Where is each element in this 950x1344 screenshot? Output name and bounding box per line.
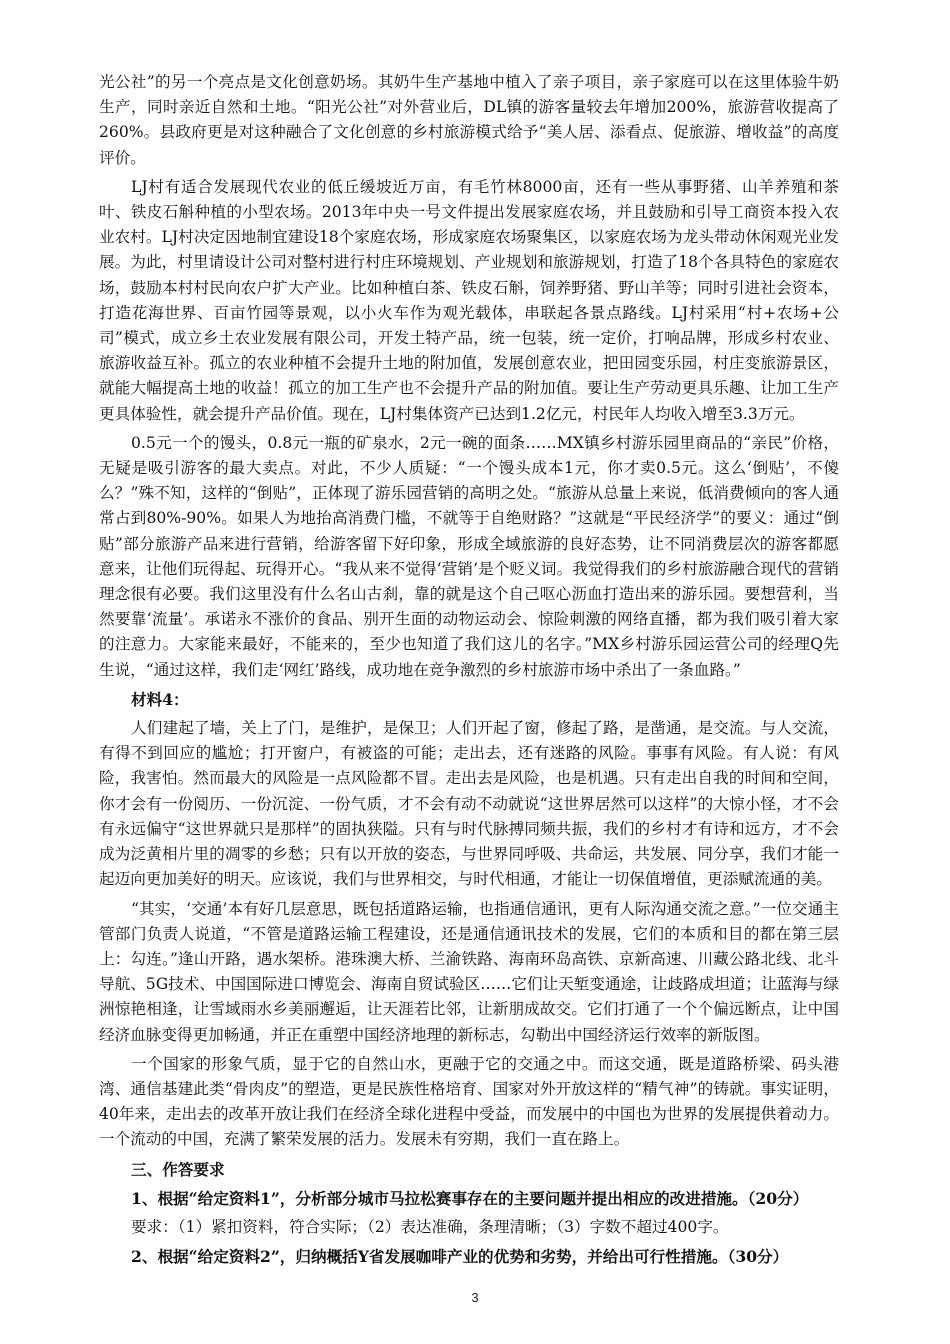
paragraph-open-communication: 人们建起了墙，关上了门，是维护，是保卫；人们开起了窗，修起了路，是凿通，是交流。与人交流，有得不到回应的尴尬；打开窗户，有被盗的可能；走出去，还有迷路的风险。事事有风险。有人说：有风险，我害怕。然而最大的风险是一点风险都不冒。走出去是风险，也是机遇。只有走出自我的时间和空间，你才会有一份阅历、一份沉淀、一份气质，才不会有动不动就说“这世界居然可以这样”的大惊小怪，才不会有永远偏守“这世界就只是那样”的固执狭隘。只有与时代脉搏同频共振，我们的乡村才有诗和远方，才不会成为泛黄相片里的凋零的乡愁；只有以开放的姿态，与世界同呼吸、共命运，共发展、同分享，我们才能一起迈向更加美好的明天。应该说，我们与世界相交，与时代相通，才能让一切保值增值，更添赋流通的美。 [99, 719, 839, 889]
material-4-heading: 材料4： [131, 689, 189, 709]
document-body [99, 70, 839, 1273]
question-1: 1、根据“给定资料1”，分析部分城市马拉松赛事存在的主要问题并提出相应的改进措施。（20分） [131, 1188, 809, 1208]
paragraph-transport-meaning: “其实，‘交通’本有好几层意思，既包括道路运输，也指通信通讯，更有人际沟通交流之意。”一位交通主管部门负责人说道，“不管是道路运输工程建设，还是通信通讯技术的发展，它们的本质和目的都在第三层上：勾连。”逢山开路，遇水架桥。港珠澳大桥、兰渝铁路、海南环岛高铁、京新高速、川藏公路北线、北斗导航、5G技术、中国国际进口博览会、海南自贸试验区……它们让天堑变通途，让歧路成坦道；让蓝海与绿洲惊艳相逢，让雪域雨水乡美丽邂逅，让天涯若比邻，让新朋成故交。它们打通了一个个偏远断点，让中国经济血脉变得更加畅通，并正在重塑中国经济地理的新标志，勾勒出中国经济运行效率的新版图。 [99, 899, 839, 1044]
paragraph-sunshine-commune: 光公社”的另一个亮点是文化创意奶场。其奶牛生产基地中植入了亲子项目，亲子家庭可以在这里体验牛奶生产，同时亲近自然和土地。“阳光公社”对外营业后，DL镇的游客量较去年增加200%，旅游营收提高了260%。县政府更是对这种融合了文化创意的乡村旅游模式给予“美人居、添看点、促旅游、增收益”的高度评价。 [99, 73, 839, 167]
section-3-heading: 三、作答要求 [131, 1159, 225, 1179]
question-1-requirements: 要求：（1）紧扣资料，符合实际；（2）表达准确，条理清晰；（3）字数不超过400字。 [131, 1217, 729, 1236]
paragraph-mx-amusement-park: 0.5元一个的馒头，0.8元一瓶的矿泉水，2元一碗的面条……MX镇乡村游乐园里商品的“亲民”价格，无疑是吸引游客的最大卖点。对此，不少人质疑：“一个馒头成本1元，你才卖0.5元。这么‘倒贴’，不傻么？”殊不知，这样的“倒贴”，正体现了游乐园营销的高明之处。“旅游从总量上来说，低消费倾向的客人通常占到80%-90%。如果人为地抬高消费门槛，不就等于自绝财路？”这就是“平民经济学”的要义：通过“倒贴”部分旅游产品来进行营销，给游客留下好印象，形成全域旅游的良好态势，让不同消费层次的游客都愿意来，让他们玩得起、玩得开心。“我从来不觉得‘营销’是个贬义词。我觉得我们的乡村旅游融合现代的营销理念很有必要。我们这里没有什么名山古刹，靠的就是这个自己呕心沥血打造出来的游乐园。要想营利，当然要靠‘流量’。承诺永不涨价的食品、别开生面的动物运动会、惊险刺激的网络直播，都为我们吸引着大家的注意力。大家能来最好，不能来的，至少也知道了我们这儿的名字。”MX乡村游乐园运营公司的经理Q先生说，“通过这样，我们走‘网红’路线，成功地在竞争激烈的乡村旅游市场中杀出了一条血路。” [99, 433, 839, 679]
paragraph-lj-village: LJ村有适合发展现代农业的低丘缓坡近万亩，有毛竹林8000亩，还有一些从事野猪、山羊养殖和茶叶、铁皮石斛种植的小型农场。2013年中央一号文件提出发展家庭农场，并且鼓励和引导工商资本投入农业农村。LJ村决定因地制宜建设18个家庭农场，形成家庭农场聚集区，以家庭农场为龙头带动休闲观光业发展。为此，村里请设计公司对整村进行村庄环境规划、产业规划和旅游规划，打造了18个各具特色的家庭农场，鼓励本村村民向农户扩大产业。比如种植白茶、铁皮石斛，饲养野猪、野山羊等；同时引进社会资本，打造花海世界、百亩竹园等景观，以小火车作为观光载体，串联起各景点路线。LJ村采用“村+农场+公司”模式，成立乡土农业发展有限公司，开发土特产品，统一包装，统一定价，打响品牌，形成乡村农业、旅游收益互补。孤立的农业种植不会提升土地的附加值，发展创意农业，把田园变乐园，村庄变旅游景区，就能大幅提高土地的收益！孤立的加工生产也不会提升产品的附加值。要让生产劳动更具乐趣、让加工生产更具体验性，就会提升产品价值。现在，LJ村集体资产已达到1.2亿元，村民年人均收入增至3.3万元。 [99, 177, 839, 423]
paragraph-national-image: 一个国家的形象气质，显于它的自然山水，更融于它的交通之中。而这交通，既是道路桥梁、码头港湾、通信基建此类“骨肉皮”的塑造，更是民族性格培育、国家对外开放这样的“精气神”的铸就。事实证明，40年来，走出去的改革开放让我们在经济全球化进程中受益，而发展中的中国也为世界的发展提供着动力。一个流动的中国，充满了繁荣发展的活力。发展未有穷期，我们一直在路上。 [99, 1054, 839, 1149]
page-number: 3 [471, 1290, 479, 1305]
question-2: 2、根据“给定资料2”，归纳概括Y省发展咖啡产业的优势和劣势，并给出可行性措施。（30分） [131, 1247, 789, 1267]
